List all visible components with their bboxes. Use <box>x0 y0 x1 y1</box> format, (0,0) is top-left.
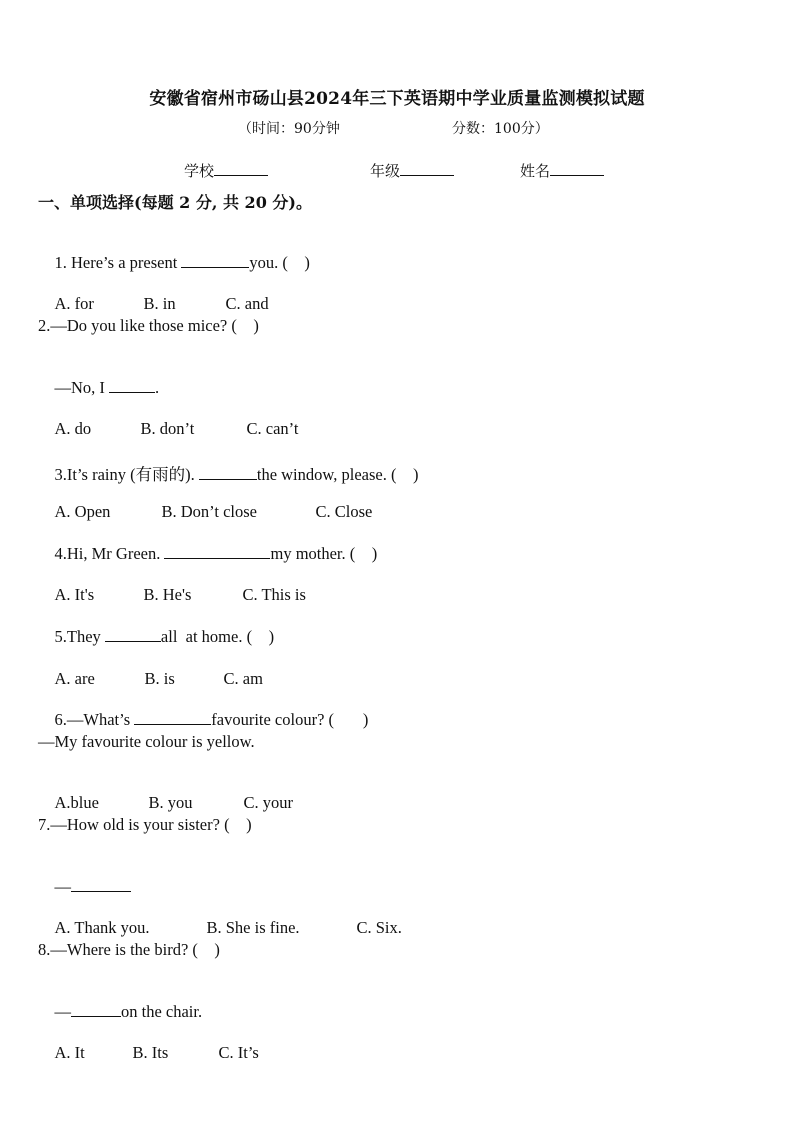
answer-blank <box>71 1002 121 1017</box>
grade-blank <box>400 174 454 176</box>
question-5-stem: 5.They <box>54 627 105 646</box>
question-6-stem: 6.—What’s <box>54 710 135 729</box>
school-field <box>184 160 268 181</box>
question-6-stem-end: favourite colour? ( ) <box>211 710 369 729</box>
option-c: C. Six. <box>356 918 402 937</box>
option-b: B. you <box>148 793 193 812</box>
option-b: B. Don’t close <box>161 502 257 521</box>
option-a: A. are <box>54 669 95 688</box>
grade-label: 年级 <box>370 162 401 180</box>
question-8-reply-text: — <box>54 1002 71 1021</box>
option-a: A. Open <box>54 502 111 521</box>
question-2-reply-end: . <box>155 378 160 397</box>
question-4-stem-end: my mother. ( ) <box>270 544 378 563</box>
option-b: B. is <box>144 669 175 688</box>
option-a: A. do <box>54 419 92 438</box>
question-2: 2.—Do you like those mice? ( ) <box>38 316 259 335</box>
page-title: 安徽省宿州市砀山县2024年三下英语期中学业质量监测模拟试题 <box>149 89 645 109</box>
exam-time: （时间：90分钟 <box>238 121 340 137</box>
option-c: C. and <box>225 294 269 313</box>
question-5-stem-end: all at home. ( ) <box>160 627 275 646</box>
answer-blank <box>199 465 257 480</box>
question-1-stem: 1. Here’s a present <box>54 253 182 272</box>
answer-blank <box>71 877 131 892</box>
option-b: B. Its <box>132 1043 169 1062</box>
question-4-stem: 4.Hi, Mr Green. <box>54 544 165 563</box>
option-a: A.blue <box>54 793 99 812</box>
option-a: A. for <box>54 294 94 313</box>
question-3-stem: 3.It’s rainy (有雨的). <box>54 465 199 484</box>
question-2-reply-text: —No, I <box>54 378 110 397</box>
question-7: 7.—How old is your sister? ( ) <box>38 815 252 834</box>
option-b: B. don’t <box>140 419 195 438</box>
option-c: C. Close <box>315 502 373 521</box>
answer-blank <box>181 253 249 268</box>
option-a: A. It's <box>54 585 95 604</box>
grade-field <box>370 160 454 181</box>
question-3-stem-end: the window, please. ( ) <box>256 465 419 484</box>
answer-blank <box>109 378 155 393</box>
school-blank <box>214 174 268 176</box>
school-label: 学校 <box>184 162 215 180</box>
question-8: 8.—Where is the bird? ( ) <box>38 940 220 959</box>
option-c: C. This is <box>242 585 306 604</box>
name-blank <box>550 174 604 176</box>
question-1-stem-end: you. ( ) <box>249 253 310 272</box>
option-b: B. in <box>143 294 176 313</box>
exam-score: 分数：100分） <box>452 121 549 137</box>
option-c: C. It’s <box>218 1043 259 1062</box>
question-7-reply-text: — <box>54 877 71 896</box>
answer-blank <box>134 710 211 725</box>
option-b: B. She is fine. <box>206 918 300 937</box>
name-field <box>520 160 604 181</box>
option-b: B. He's <box>143 585 192 604</box>
option-c: C. am <box>223 669 263 688</box>
option-c: C. can’t <box>246 419 299 438</box>
option-a: A. Thank you. <box>54 918 150 937</box>
name-label: 姓名 <box>520 162 551 180</box>
option-a: A. It <box>54 1043 85 1062</box>
answer-blank <box>164 544 270 559</box>
question-8-reply-end: on the chair. <box>121 1002 203 1021</box>
question-8-options <box>38 1023 259 1083</box>
question-6-reply: —My favourite colour is yellow. <box>38 732 255 751</box>
answer-blank <box>105 627 161 642</box>
section-title: 一、单项选择(每题 2 分, 共 20 分)。 <box>38 193 312 212</box>
option-c: C. your <box>243 793 293 812</box>
